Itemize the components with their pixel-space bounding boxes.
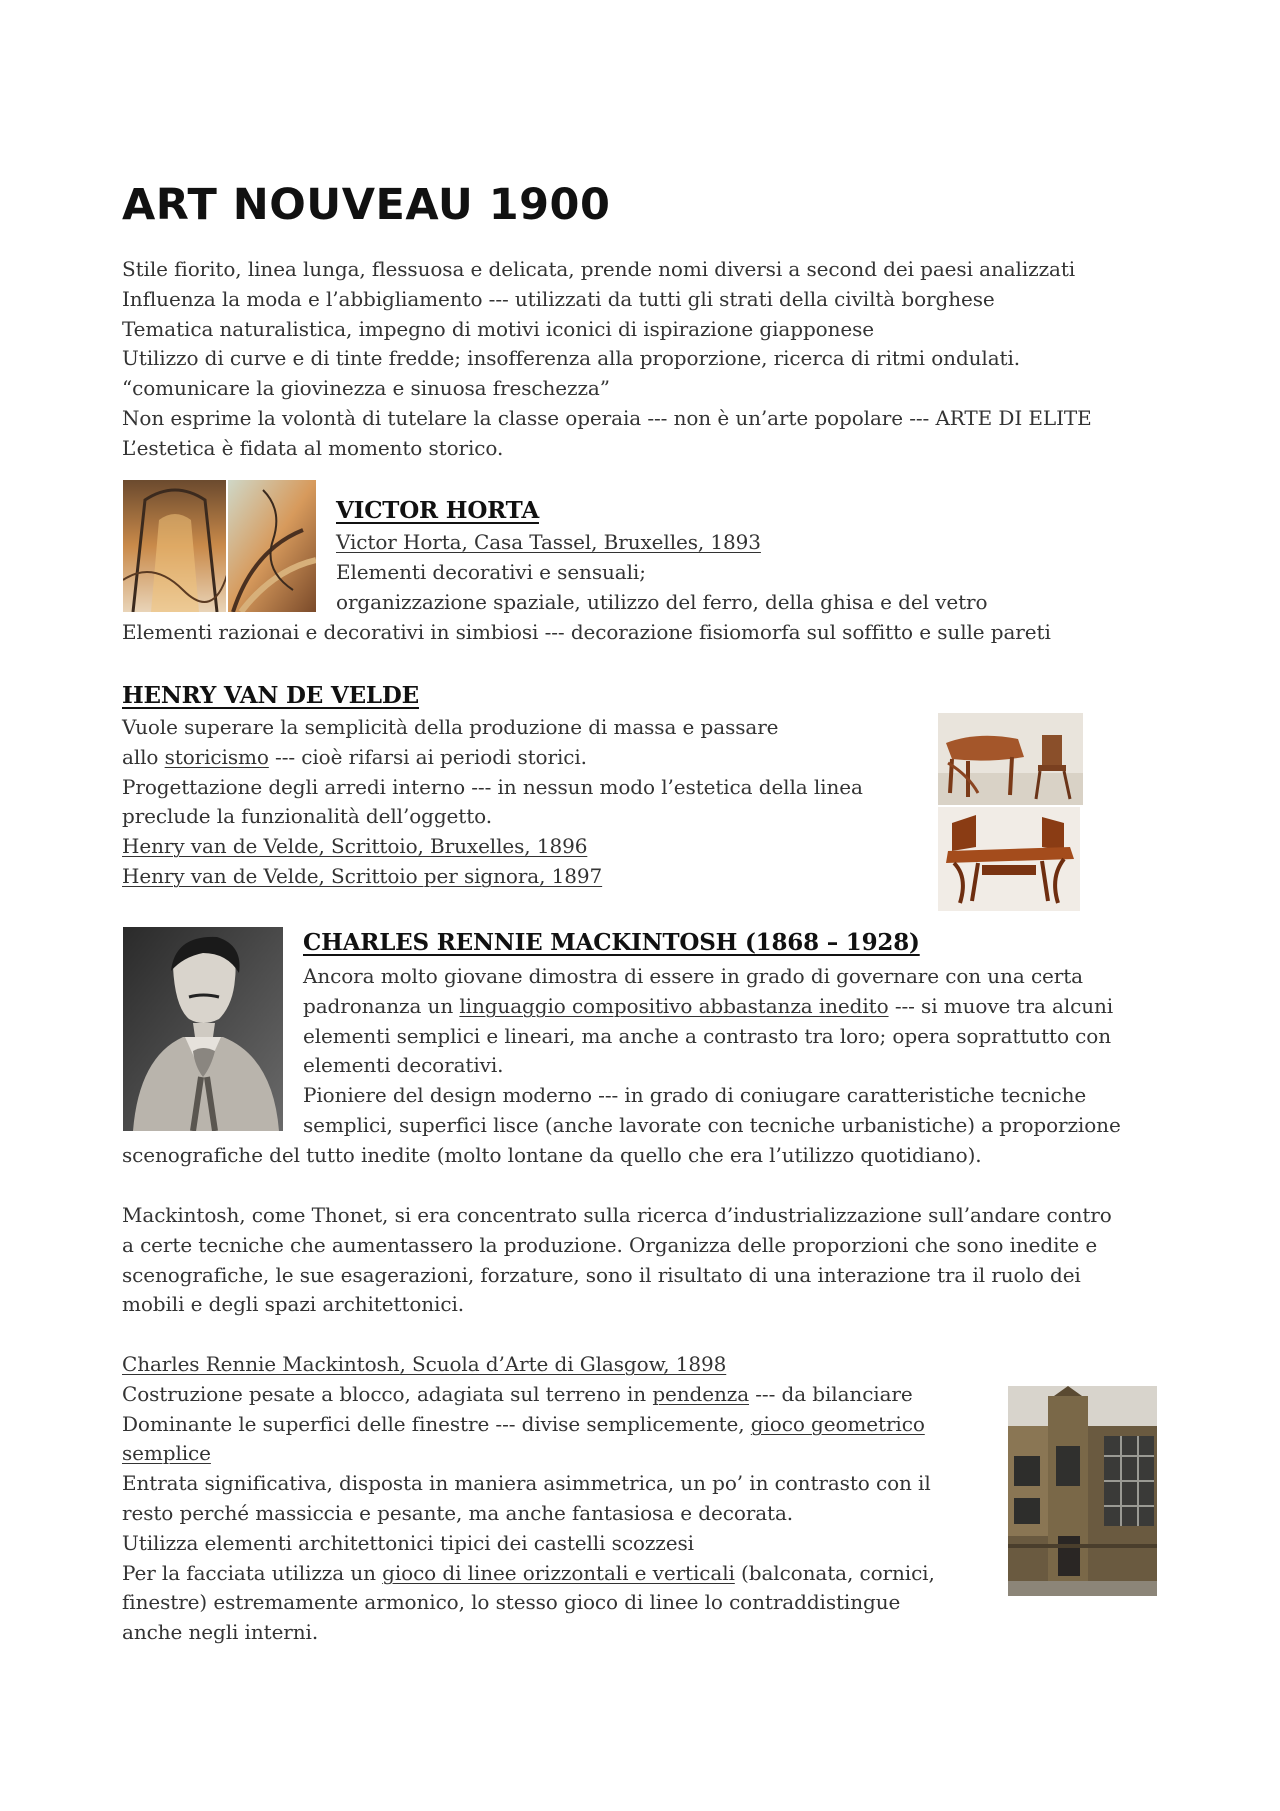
mackintosh-line: Ancora molto giovane dimostra di essere in grado di governare con una certa — [303, 964, 1084, 988]
horta-text — [336, 528, 987, 617]
glasgow-line: Per la facciata utilizza un gioco di linee orizzontali e verticali (balconata, cornici, — [122, 1560, 935, 1585]
glasgow-text — [122, 1350, 935, 1648]
glasgow-line: Dominante le superfici delle finestre --- divise semplicemente, gioco geometrico — [122, 1411, 925, 1436]
horta-line: organizzazione spaziale, utilizzo del ferro, della ghisa e del vetro — [336, 589, 988, 614]
glasgow-line: semplice — [122, 1441, 211, 1466]
pendenza-term: pendenza — [652, 1381, 750, 1406]
glasgow-caption: Charles Rennie Mackintosh, Scuola d’Arte di Glasgow, 1898 — [122, 1352, 727, 1376]
glasgow-line: finestre) estremamente armonico, lo stesso gioco di linee lo contraddistingue — [122, 1590, 901, 1615]
intro-paragraph — [122, 255, 1092, 464]
mackintosh-line: elementi semplici e lineari, ma anche a contrasto tra loro; opera soprattutto con — [303, 1023, 1111, 1048]
horta-caption: Victor Horta, Casa Tassel, Bruxelles, 1893 — [336, 530, 761, 554]
velde-line: Progettazione degli arredi interno --- in nessun modo l’estetica della linea — [122, 774, 863, 799]
mackintosh-text-end — [122, 1141, 982, 1171]
intro-line: Influenza la moda e l’abbigliamento --- utilizzati da tutti gli strati della civiltà borghese — [122, 286, 995, 311]
linguaggio-term: linguaggio compositivo abbastanza inedito — [459, 993, 889, 1018]
mackintosh-portrait — [123, 927, 283, 1131]
velde-line: Vuole superare la semplicità della produzione di massa e passare — [122, 715, 779, 739]
intro-line: L’estetica è fidata al momento storico. — [122, 435, 504, 460]
intro-line: “comunicare la giovinezza e sinuosa freschezza” — [122, 376, 610, 401]
velde-caption: Henry van de Velde, Scrittoio per signora, 1897 — [122, 863, 603, 888]
mackintosh-line: semplici, superfici lisce (anche lavorate con tecniche urbanistiche) a proporzione — [303, 1112, 1121, 1137]
intro-line: Non esprime la volontà di tutelare la classe operaia --- non è un’arte popolare --- ARTE DI ELITE — [122, 405, 1092, 430]
glasgow-school-photo — [1008, 1386, 1157, 1596]
scrittoio-1896-photo — [938, 713, 1083, 805]
mackintosh-line: scenografiche del tutto inedite (molto lontane da quello che era l’utilizzo quotidiano). — [122, 1143, 982, 1167]
glasgow-line: anche negli interni. — [122, 1620, 319, 1645]
glasgow-line: Costruzione pesate a blocco, adagiata sul terreno in pendenza --- da bilanciare — [122, 1381, 913, 1406]
intro-line: Stile fiorito, linea lunga, flessuosa e delicata, prende nomi diversi a second dei paesi analizzati — [122, 257, 1076, 281]
gioco-geometrico-term: gioco geometrico — [750, 1411, 925, 1436]
storicismo-term: storicismo — [164, 744, 269, 769]
mackintosh-heading: CHARLES RENNIE MACKINTOSH (1868 – 1928) — [303, 929, 920, 956]
mackintosh-line: elementi decorativi. — [303, 1053, 504, 1078]
glasgow-line: resto perché massiccia e pesante, ma anche fantasiosa e decorata. — [122, 1500, 794, 1525]
page-title: ART NOUVEAU 1900 — [122, 180, 611, 230]
velde-line: allo storicismo --- cioè rifarsi ai periodi storici. — [122, 744, 587, 769]
horta-line: Elementi decorativi e sensuali; — [336, 559, 646, 584]
paragraph-line: scenografiche, le sue esagerazioni, forzature, sono il risultato di una interazione tra il ruolo dei — [122, 1262, 1081, 1287]
mackintosh-paragraph-2 — [122, 1201, 1112, 1320]
scrittoio-signora-photo — [938, 807, 1080, 911]
mackintosh-text — [303, 962, 1121, 1141]
intro-line: Tematica naturalistica, impegno di motivi iconici di ispirazione giapponese — [122, 316, 875, 341]
paragraph-line: Mackintosh, come Thonet, si era concentrato sulla ricerca d’industrializzazione sull’andare contro — [122, 1203, 1112, 1227]
velde-heading: HENRY VAN DE VELDE — [122, 682, 419, 709]
velde-caption: Henry van de Velde, Scrittoio, Bruxelles, 1896 — [122, 834, 588, 859]
casa-tassel-photo — [123, 480, 316, 612]
horta-summary — [122, 618, 1051, 648]
paragraph-line: a certe tecniche che aumentassero la produzione. Organizza delle proporzioni che sono inedite e — [122, 1232, 1098, 1257]
velde-text — [122, 713, 863, 892]
glasgow-line: Utilizza elementi architettonici tipici dei castelli scozzesi — [122, 1530, 694, 1555]
horta-line: Elementi razionai e decorativi in simbiosi --- decorazione fisiomorfa sul soffitto e sulle pareti — [122, 620, 1051, 644]
glasgow-line: Entrata significativa, disposta in maniera asimmetrica, un po’ in contrasto con il — [122, 1471, 931, 1496]
paragraph-line: mobili e degli spazi architettonici. — [122, 1292, 465, 1317]
mackintosh-line: padronanza un linguaggio compositivo abbastanza inedito --- si muove tra alcuni — [303, 993, 1114, 1018]
velde-line: preclude la funzionalità dell’oggetto. — [122, 804, 492, 829]
horta-heading: VICTOR HORTA — [336, 497, 539, 524]
intro-line: Utilizzo di curve e di tinte fredde; insofferenza alla proporzione, ricerca di ritmi ondulati. — [122, 346, 1021, 371]
mackintosh-line: Pioniere del design moderno --- in grado di coniugare caratteristiche tecniche — [303, 1083, 1087, 1108]
linee-term: gioco di linee orizzontali e verticali — [382, 1560, 735, 1585]
